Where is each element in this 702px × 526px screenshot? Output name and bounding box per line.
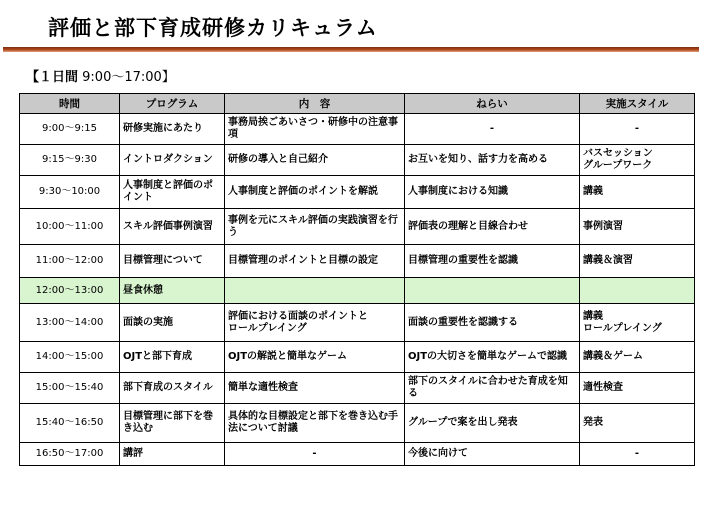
program-cell: 部下育成のスタイル xyxy=(120,373,225,404)
program-cell: 研修実施にあたり xyxy=(120,114,225,145)
table-row xyxy=(20,145,695,176)
title-underline xyxy=(3,47,699,52)
aim-cell: 人事制度における知識 xyxy=(405,176,580,209)
table-row xyxy=(20,209,695,245)
time-cell: 15:40～16:50 xyxy=(20,404,120,443)
header-program: プログラム xyxy=(120,94,225,114)
program-cell: 目標管理について xyxy=(120,245,225,278)
program-cell: スキル評価事例演習 xyxy=(120,209,225,245)
table-row xyxy=(20,404,695,443)
table-row xyxy=(20,114,695,145)
program-cell: 面談の実施 xyxy=(120,304,225,342)
aim-cell: 評価表の理解と目線合わせ xyxy=(405,209,580,245)
header-time: 時間 xyxy=(20,94,120,114)
content-cell: 具体的な目標設定と部下を巻き込む手法について討議 xyxy=(225,404,405,443)
program-cell: 昼食休憩 xyxy=(120,278,225,304)
duration-time: 9:00～17:00】 xyxy=(82,70,175,85)
time-cell: 9:15～9:30 xyxy=(20,145,120,176)
aim-cell: グループで案を出し発表 xyxy=(405,404,580,443)
time-cell: 16:50～17:00 xyxy=(20,443,120,466)
aim-cell: 今後に向けて xyxy=(405,443,580,466)
aim-cell: - xyxy=(405,114,580,145)
program-cell: 人事制度と評価のポイント xyxy=(120,176,225,209)
program-cell: イントロダクション xyxy=(120,145,225,176)
style-cell: - xyxy=(580,443,695,466)
table-row xyxy=(20,443,695,466)
style-cell: 講義 ロールプレイング xyxy=(580,304,695,342)
content-cell: - xyxy=(225,443,405,466)
time-cell: 15:00～15:40 xyxy=(20,373,120,404)
table-row xyxy=(20,278,695,304)
curriculum-table xyxy=(19,93,695,466)
time-cell: 9:30～10:00 xyxy=(20,176,120,209)
style-cell: バスセッション グループワーク xyxy=(580,145,695,176)
aim-cell: OJTの大切さを簡単なゲームで認識 xyxy=(405,342,580,373)
content-cell: 事務局挨ごあいさつ・研修中の注意事項 xyxy=(225,114,405,145)
program-cell: 目標管理に部下を巻き込む xyxy=(120,404,225,443)
time-cell: 14:00～15:00 xyxy=(20,342,120,373)
style-cell: 講義＆ゲーム xyxy=(580,342,695,373)
time-cell: 10:00～11:00 xyxy=(20,209,120,245)
content-cell: 研修の導入と自己紹介 xyxy=(225,145,405,176)
style-cell: 適性検査 xyxy=(580,373,695,404)
program-cell: 講評 xyxy=(120,443,225,466)
table-header-row xyxy=(20,94,695,114)
table-row xyxy=(20,176,695,209)
time-cell: 9:00～9:15 xyxy=(20,114,120,145)
content-cell: 事例を元にスキル評価の実践演習を行う xyxy=(225,209,405,245)
table-row xyxy=(20,304,695,342)
style-cell: 事例演習 xyxy=(580,209,695,245)
content-cell: 目標管理のポイントと目標の設定 xyxy=(225,245,405,278)
aim-cell xyxy=(405,278,580,304)
time-cell: 13:00～14:00 xyxy=(20,304,120,342)
header-aim: ねらい xyxy=(405,94,580,114)
header-style: 実施スタイル xyxy=(580,94,695,114)
content-cell: OJTの解説と簡単なゲーム xyxy=(225,342,405,373)
table-row xyxy=(20,373,695,404)
style-cell: - xyxy=(580,114,695,145)
duration-days: 【１日間 xyxy=(26,70,79,85)
style-cell xyxy=(580,278,695,304)
content-cell: 評価における面談のポイントと ロールプレイング xyxy=(225,304,405,342)
aim-cell: お互いを知り、話す力を高める xyxy=(405,145,580,176)
table-row xyxy=(20,245,695,278)
header-content: 内 容 xyxy=(225,94,405,114)
duration-label xyxy=(26,66,175,85)
aim-cell: 部下のスタイルに合わせた育成を知る xyxy=(405,373,580,404)
content-cell xyxy=(225,278,405,304)
program-cell: OJTと部下育成 xyxy=(120,342,225,373)
content-cell: 簡単な適性検査 xyxy=(225,373,405,404)
time-cell: 11:00～12:00 xyxy=(20,245,120,278)
table-row xyxy=(20,342,695,373)
aim-cell: 面談の重要性を認識する xyxy=(405,304,580,342)
content-cell: 人事制度と評価のポイントを解説 xyxy=(225,176,405,209)
time-cell: 12:00～13:00 xyxy=(20,278,120,304)
style-cell: 講義 xyxy=(580,176,695,209)
style-cell: 発表 xyxy=(580,404,695,443)
style-cell: 講義＆演習 xyxy=(580,245,695,278)
page-title: 評価と部下育成研修カリキュラム xyxy=(48,16,378,40)
aim-cell: 目標管理の重要性を認識 xyxy=(405,245,580,278)
